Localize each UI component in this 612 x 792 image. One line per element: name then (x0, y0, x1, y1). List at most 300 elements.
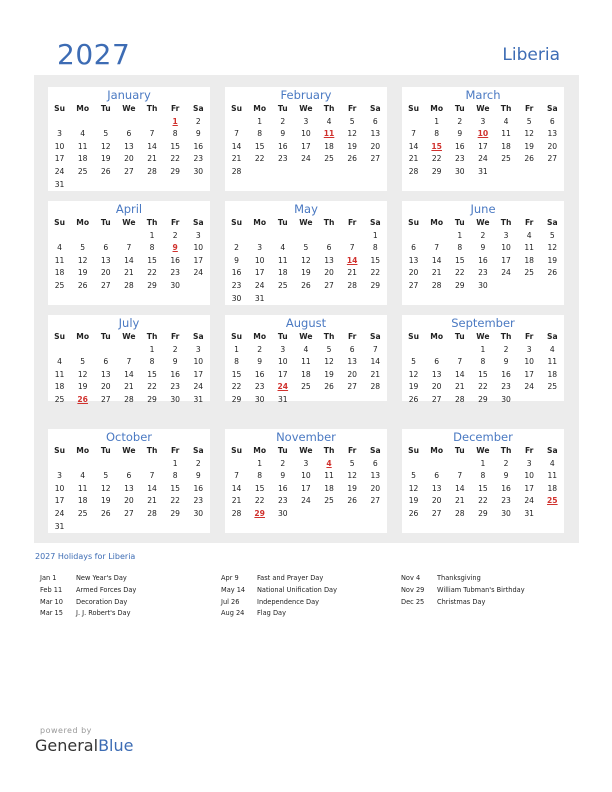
day-cell: 19 (408, 382, 419, 392)
weekday-label: We (476, 218, 490, 227)
day-cell: 12 (547, 243, 558, 253)
weekday-label: Th (146, 332, 158, 341)
day-cell: 12 (324, 357, 334, 367)
day-cell: 27 (100, 280, 111, 290)
day-cell: 16 (501, 483, 511, 493)
day-cell: 6 (372, 458, 378, 468)
empty-day-cell (48, 344, 71, 357)
day-cell: 16 (277, 483, 288, 493)
holiday-item (221, 597, 337, 609)
day-cell: 14 (370, 357, 381, 367)
weekday-label: Fr (524, 332, 534, 341)
empty-day-cell (271, 293, 294, 306)
empty-day-cell (318, 394, 341, 407)
day-cell: 26 (100, 508, 111, 518)
empty-day-cell (164, 179, 187, 192)
holiday-item (40, 597, 136, 609)
week-row (402, 242, 564, 255)
day-cell: 2 (503, 458, 509, 468)
day-cell: 3 (526, 458, 532, 468)
weekday-label: Fr (347, 104, 357, 113)
empty-day-cell (187, 521, 210, 534)
day-cell: 29 (147, 394, 157, 404)
day-cell: 22 (147, 268, 157, 278)
day-cell: 28 (454, 508, 465, 518)
weekday-label: Mo (253, 332, 267, 341)
day-cell: 20 (547, 141, 558, 151)
day-cell: 27 (100, 394, 111, 404)
weekday-label: We (122, 446, 136, 455)
day-cell: 7 (457, 357, 463, 367)
day-cell: 8 (480, 357, 486, 367)
day-cell: 27 (370, 496, 381, 506)
day-cell: 26 (301, 280, 311, 290)
day-cell: 9 (280, 471, 286, 481)
empty-day-cell (94, 458, 117, 471)
day-cell: 25 (324, 496, 334, 506)
day-cell: 15 (370, 255, 381, 265)
weekday-label: Tu (277, 446, 288, 455)
day-cell: 28 (408, 166, 419, 176)
powered-by-text: powered by (40, 726, 92, 735)
empty-day-cell (117, 521, 140, 534)
day-cell: 19 (547, 255, 558, 265)
month-august (225, 315, 387, 404)
month-july (48, 315, 210, 404)
day-cell: 20 (100, 382, 111, 392)
day-cell: 26 (408, 508, 419, 518)
day-cell: 15 (170, 483, 181, 493)
week-row (48, 470, 210, 483)
day-cell: 17 (301, 141, 311, 151)
empty-day-cell (341, 166, 364, 179)
weekday-label: Sa (193, 332, 204, 341)
empty-day-cell (141, 458, 164, 471)
weekday-label: Fr (170, 446, 180, 455)
weekday-label: Su (408, 332, 419, 341)
day-cell: 28 (231, 508, 242, 518)
day-cell: 27 (324, 280, 334, 290)
day-cell: 17 (193, 255, 204, 265)
week-row (225, 230, 387, 243)
day-cell: 4 (549, 458, 555, 468)
day-cell: 7 (457, 471, 463, 481)
day-cell: 21 (147, 496, 157, 506)
week-row (402, 230, 564, 243)
day-cell: 26 (324, 382, 334, 392)
empty-day-cell (117, 458, 140, 471)
weekday-label: Mo (253, 218, 267, 227)
weekday-header (225, 445, 387, 458)
day-cell: 24 (54, 508, 65, 518)
week-row (48, 356, 210, 369)
day-cell: 4 (503, 116, 509, 126)
day-cell: 17 (54, 496, 65, 506)
month-september (402, 315, 564, 404)
day-cell: 27 (124, 166, 134, 176)
day-cell: 6 (411, 243, 416, 253)
day-cell: 22 (147, 382, 157, 392)
day-cell: 25 (301, 382, 311, 392)
day-cell: 8 (457, 243, 463, 253)
day-cell: 12 (408, 369, 419, 379)
day-cell: 15 (170, 141, 181, 151)
week-row (402, 267, 564, 280)
week-row (402, 141, 564, 154)
weekday-label: Mo (76, 104, 90, 113)
day-cell: 11 (77, 141, 88, 151)
day-cell: 17 (501, 255, 511, 265)
day-cell: 17 (524, 369, 535, 379)
weekday-label: We (476, 446, 490, 455)
day-cell: 29 (170, 508, 181, 518)
empty-day-cell (94, 116, 117, 129)
empty-day-cell (117, 179, 140, 192)
day-cell: 22 (431, 154, 442, 164)
weekday-label: We (122, 218, 136, 227)
holiday-item (40, 573, 136, 585)
week-row (225, 508, 387, 521)
day-cell: 10 (524, 357, 535, 367)
day-cell: 9 (457, 129, 463, 139)
day-cell: 3 (57, 471, 62, 481)
day-cell: 9 (172, 357, 178, 367)
brand-general: General (35, 736, 99, 755)
day-cell: 5 (526, 116, 532, 126)
day-cell: 8 (434, 129, 440, 139)
day-cell: 12 (100, 483, 111, 493)
day-cell: 30 (193, 508, 204, 518)
day-cell: 1 (257, 116, 263, 126)
day-cell: 11 (277, 255, 288, 265)
day-cell: 7 (434, 243, 440, 253)
month-november (225, 429, 387, 533)
day-cell: 14 (231, 483, 242, 493)
weekday-label: Mo (76, 218, 90, 227)
weekday-label: Mo (253, 104, 267, 113)
week-row (402, 153, 564, 166)
day-cell: 24 (301, 154, 311, 164)
weekday-label: Th (323, 104, 335, 113)
week-row (402, 280, 564, 293)
day-cell: 16 (254, 369, 265, 379)
day-cell: 1 (172, 458, 178, 468)
day-cell: 14 (454, 369, 465, 379)
day-cell: 30 (170, 280, 181, 290)
day-cell: 12 (524, 129, 535, 139)
weekday-label: Sa (547, 218, 558, 227)
week-row (48, 381, 210, 394)
holiday-name: Independence Day (257, 597, 320, 606)
day-cell: 21 (454, 496, 465, 506)
day-cell: 23 (277, 496, 288, 506)
day-cell: 22 (170, 496, 181, 506)
weekday-header (225, 103, 387, 116)
weekday-label: Fr (524, 446, 534, 455)
week-row (48, 153, 210, 166)
empty-day-cell (318, 508, 341, 521)
day-cell: 3 (57, 129, 62, 139)
weekday-label: Fr (524, 218, 534, 227)
empty-day-cell (117, 344, 140, 357)
day-cell: 24 (524, 382, 535, 392)
day-cell: 15 (147, 255, 157, 265)
holiday-name: Flag Day (257, 609, 286, 618)
holiday-date: Nov 4 (401, 574, 421, 582)
day-cell: 12 (100, 141, 111, 151)
empty-day-cell (402, 116, 425, 129)
weekday-label: Th (500, 446, 512, 455)
day-cell: 17 (54, 154, 65, 164)
day-cell: 1 (457, 230, 463, 240)
empty-day-cell (518, 280, 541, 293)
day-cell: 11 (301, 357, 311, 367)
weekday-label: Mo (76, 446, 90, 455)
weekday-label: Su (408, 446, 419, 455)
day-cell: 5 (303, 243, 309, 253)
day-cell: 1 (372, 230, 378, 240)
weekday-label: Sa (370, 332, 381, 341)
day-cell: 9 (234, 255, 239, 265)
month-april (48, 201, 210, 305)
day-cell: 21 (231, 154, 242, 164)
day-cell: 12 (301, 255, 311, 265)
empty-day-cell (94, 179, 117, 192)
day-cell: 4 (57, 357, 62, 367)
day-cell: 10 (301, 471, 311, 481)
weekday-label: Sa (193, 104, 204, 113)
day-cell: 20 (408, 268, 419, 278)
day-cell: 4 (280, 243, 286, 253)
day-cell: 14 (231, 141, 242, 151)
day-cell: 11 (54, 255, 65, 265)
day-cell: 13 (124, 141, 134, 151)
day-cell: 1 (149, 344, 155, 354)
day-cell: 9 (172, 243, 178, 253)
holiday-name: Christmas Day (437, 597, 486, 606)
week-row (402, 116, 564, 129)
weekday-label: Tu (277, 218, 288, 227)
empty-day-cell (364, 508, 387, 521)
day-cell: 14 (147, 483, 157, 493)
month-february (225, 87, 387, 191)
weekday-header (48, 103, 210, 116)
empty-day-cell (271, 166, 294, 179)
day-cell: 11 (54, 369, 65, 379)
day-cell: 19 (100, 496, 111, 506)
day-cell: 6 (126, 471, 132, 481)
month-june (402, 201, 564, 305)
day-cell: 18 (547, 483, 558, 493)
week-row (48, 394, 210, 407)
day-cell: 3 (195, 344, 201, 354)
empty-day-cell (71, 116, 94, 129)
day-cell: 5 (326, 344, 332, 354)
day-cell: 6 (349, 344, 355, 354)
week-row (402, 495, 564, 508)
holiday-item (40, 585, 136, 597)
day-cell: 13 (124, 483, 134, 493)
day-cell: 5 (411, 357, 416, 367)
weekday-label: Su (408, 104, 419, 113)
empty-day-cell (187, 179, 210, 192)
day-cell: 31 (54, 179, 65, 189)
day-cell: 11 (77, 483, 88, 493)
day-cell: 30 (193, 166, 204, 176)
empty-day-cell (294, 508, 317, 521)
empty-day-cell (364, 293, 387, 306)
day-cell: 4 (326, 116, 332, 126)
day-cell: 7 (149, 129, 155, 139)
day-cell: 6 (103, 357, 109, 367)
empty-day-cell (48, 116, 71, 129)
day-cell: 30 (501, 508, 511, 518)
weekday-label: Tu (100, 446, 111, 455)
day-cell: 20 (431, 382, 442, 392)
day-cell: 23 (501, 382, 511, 392)
day-cell: 2 (172, 344, 178, 354)
day-cell: 20 (370, 483, 381, 493)
day-cell: 7 (149, 471, 155, 481)
day-cell: 13 (324, 255, 334, 265)
empty-day-cell (448, 458, 471, 471)
day-cell: 3 (526, 344, 532, 354)
weekday-header (402, 217, 564, 230)
day-cell: 20 (347, 369, 358, 379)
day-cell: 4 (526, 230, 532, 240)
day-cell: 2 (280, 458, 286, 468)
weekday-label: We (476, 104, 490, 113)
empty-day-cell (141, 116, 164, 129)
week-row (48, 521, 210, 534)
day-cell: 1 (257, 458, 263, 468)
day-cell: 20 (124, 496, 134, 506)
week-row (225, 381, 387, 394)
week-row (225, 116, 387, 129)
day-cell: 6 (372, 116, 378, 126)
day-cell: 8 (257, 471, 263, 481)
holiday-date: Apr 9 (221, 574, 239, 582)
week-row (402, 369, 564, 382)
day-cell: 3 (480, 116, 486, 126)
day-cell: 18 (501, 141, 511, 151)
day-cell: 30 (170, 394, 181, 404)
day-cell: 11 (324, 471, 334, 481)
generalblue-logo[interactable] (35, 736, 133, 755)
day-cell: 19 (77, 382, 88, 392)
empty-day-cell (518, 166, 541, 179)
day-cell: 27 (370, 154, 381, 164)
day-cell: 25 (524, 268, 535, 278)
empty-day-cell (364, 394, 387, 407)
empty-day-cell (425, 344, 448, 357)
week-row (48, 458, 210, 471)
week-row (402, 381, 564, 394)
day-cell: 15 (478, 369, 488, 379)
weekday-label: Fr (347, 218, 357, 227)
empty-day-cell (294, 394, 317, 407)
day-cell: 24 (254, 280, 265, 290)
day-cell: 29 (370, 280, 381, 290)
week-row (48, 483, 210, 496)
weekday-label: Fr (347, 332, 357, 341)
day-cell: 23 (501, 496, 511, 506)
day-cell: 18 (324, 141, 334, 151)
weekday-label: We (476, 332, 490, 341)
week-row (402, 458, 564, 471)
day-cell: 2 (195, 116, 201, 126)
empty-day-cell (94, 521, 117, 534)
day-cell: 2 (257, 344, 263, 354)
day-cell: 9 (280, 129, 286, 139)
empty-day-cell (248, 230, 271, 243)
day-cell: 13 (547, 129, 558, 139)
week-row (225, 495, 387, 508)
day-cell: 19 (324, 369, 334, 379)
weekday-label: Th (146, 446, 158, 455)
week-row (48, 255, 210, 268)
day-cell: 29 (170, 166, 181, 176)
day-cell: 6 (326, 243, 332, 253)
day-cell: 27 (431, 394, 442, 404)
day-cell: 4 (57, 243, 62, 253)
day-cell: 20 (324, 268, 334, 278)
day-cell: 18 (77, 154, 88, 164)
weekday-header (402, 103, 564, 116)
weekday-label: Sa (370, 104, 381, 113)
day-cell: 21 (124, 382, 134, 392)
month-title: March (465, 88, 501, 102)
day-cell: 25 (324, 154, 334, 164)
holiday-date: Feb 11 (40, 585, 63, 594)
day-cell: 9 (195, 129, 201, 139)
weekday-label: We (122, 332, 136, 341)
month-title: July (118, 316, 140, 330)
day-cell: 27 (547, 154, 558, 164)
holiday-item (40, 608, 136, 620)
weekday-label: Th (146, 104, 158, 113)
day-cell: 29 (478, 508, 488, 518)
day-cell: 25 (501, 154, 511, 164)
day-cell: 9 (195, 471, 201, 481)
weekday-label: Tu (454, 218, 465, 227)
week-row (48, 344, 210, 357)
month-title: June (470, 202, 496, 216)
day-cell: 27 (408, 280, 419, 290)
week-row (225, 141, 387, 154)
month-title: January (107, 88, 151, 102)
empty-day-cell (141, 179, 164, 192)
day-cell: 11 (547, 357, 558, 367)
day-cell: 3 (303, 458, 309, 468)
day-cell: 24 (478, 154, 488, 164)
day-cell: 26 (547, 268, 558, 278)
weekday-label: Tu (277, 332, 288, 341)
day-cell: 7 (372, 344, 378, 354)
day-cell: 21 (431, 268, 442, 278)
day-cell: 16 (231, 268, 242, 278)
day-cell: 17 (478, 141, 488, 151)
weekday-label: Th (500, 104, 512, 113)
week-row (225, 267, 387, 280)
day-cell: 28 (431, 280, 442, 290)
day-cell: 1 (434, 116, 440, 126)
day-cell: 30 (478, 280, 488, 290)
day-cell: 29 (478, 394, 488, 404)
week-row (48, 230, 210, 243)
day-cell: 17 (524, 483, 535, 493)
day-cell: 10 (277, 357, 288, 367)
